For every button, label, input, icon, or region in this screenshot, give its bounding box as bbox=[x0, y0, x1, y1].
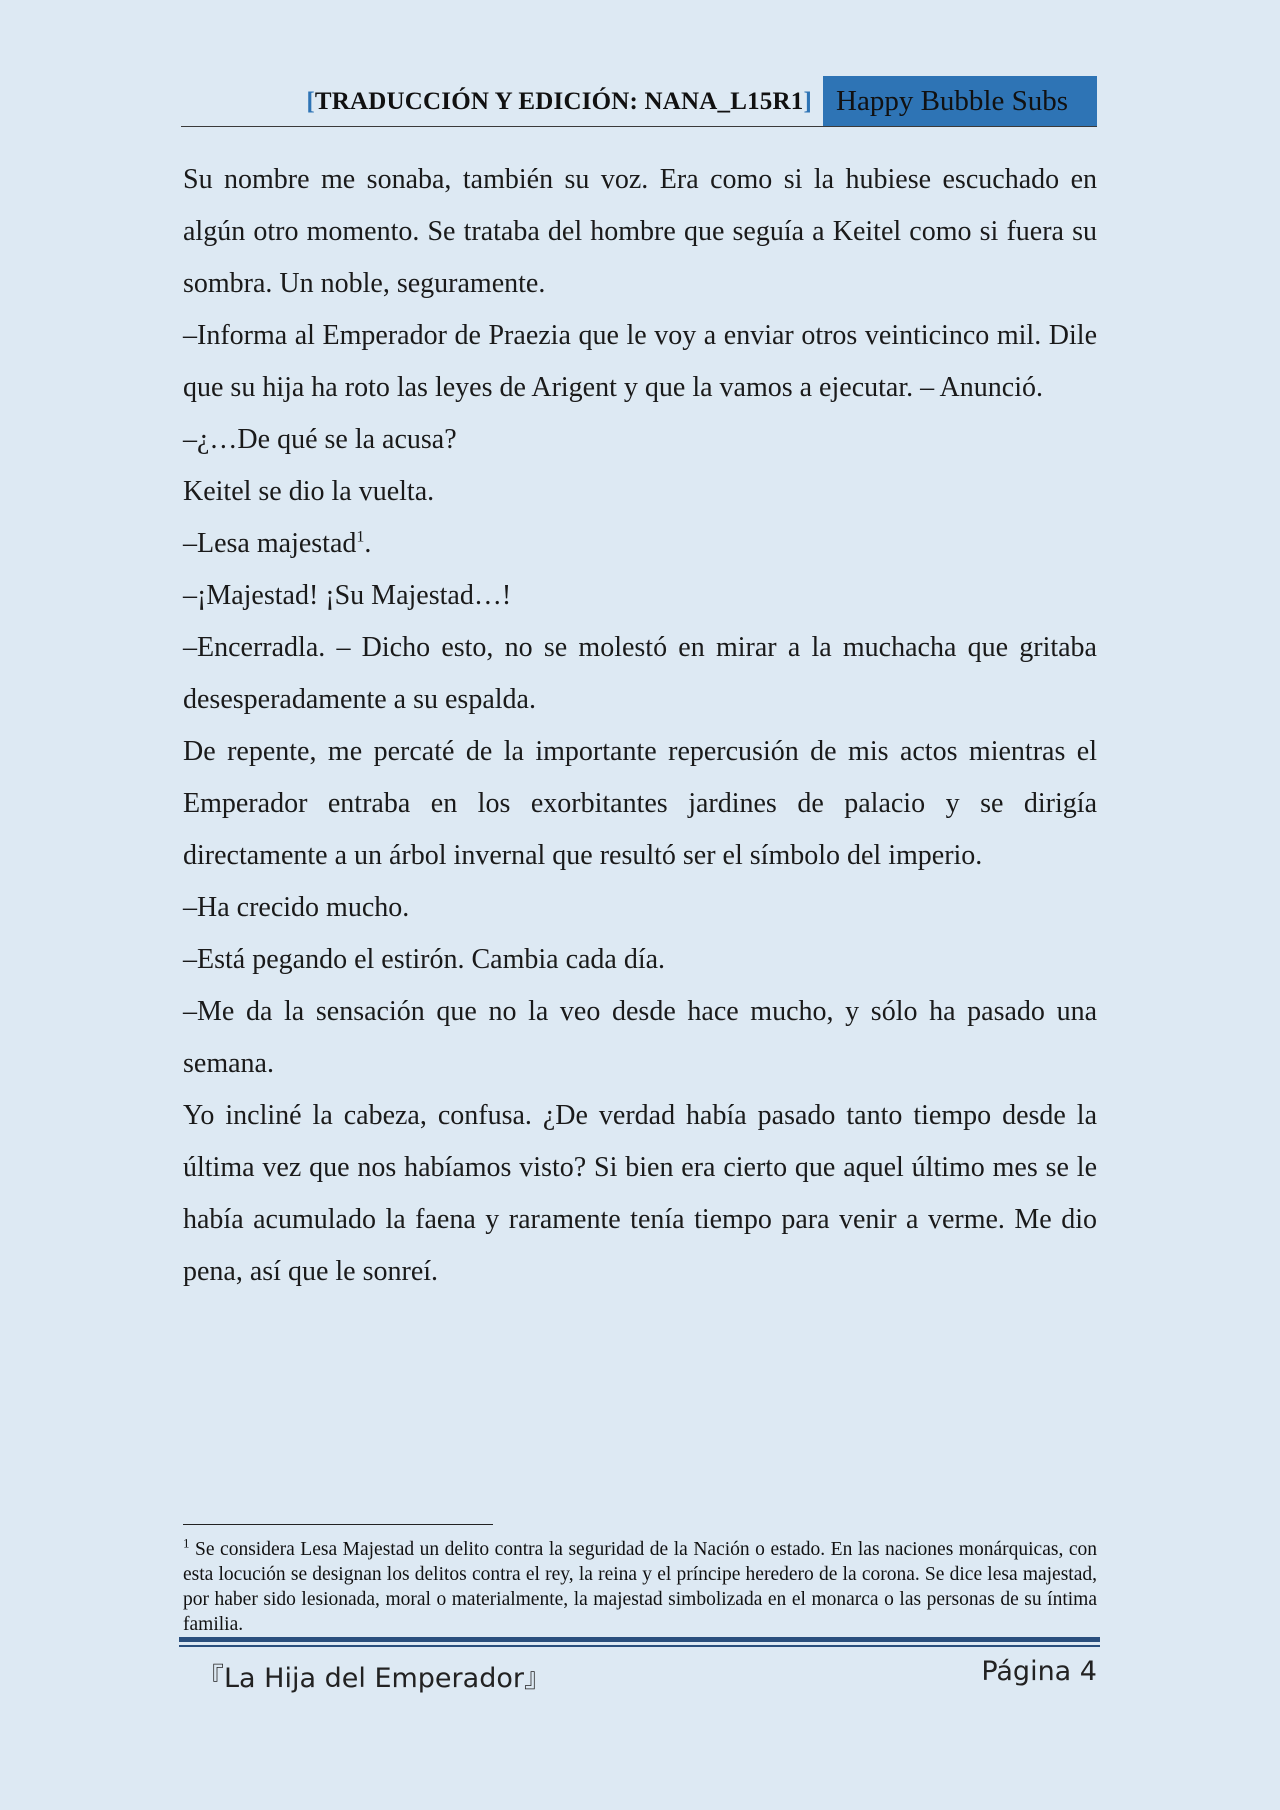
page-header bbox=[181, 76, 1097, 127]
group-name-box: Happy Bubble Subs bbox=[823, 76, 1097, 126]
translation-credit bbox=[306, 88, 812, 116]
footnote-text: Se considera Lesa Majestad un delito contra la seguridad de la Nación o estado. En las naciones monárquicas, con esta locución se designan los delitos contra el rey, la reina y el príncipe heredero de la corona. Se dice lesa majestad, por haber sido lesionada, moral o materialmente, la majestad simbolizada en el monarca o las personas de su íntima familia. bbox=[183, 1539, 1097, 1635]
paragraph: –¿…De qué se la acusa? bbox=[183, 424, 457, 455]
paragraph: Su nombre me sonaba, también su voz. Era como si la hubiese escuchado en algún otro momento. Se trataba del hombre que seguía a Keitel como si fuera su sombra. Un noble, seguramente. bbox=[183, 164, 1097, 299]
paragraph-trail: . bbox=[364, 528, 372, 559]
paragraph: –Encerradla. – Dicho esto, no se molestó en mirar a la muchacha que gritaba desesperadamente a su espalda. bbox=[183, 632, 1097, 715]
paragraph: –Me da la sensación que no la veo desde hace mucho, y sólo ha pasado una semana. bbox=[183, 996, 1097, 1079]
footnote-reference: 1 bbox=[356, 528, 365, 546]
paragraph: De repente, me percaté de la importante repercusión de mis actos mientras el Emperador entraba en los exorbitantes jardines de palacio y se dirigía directamente a un árbol invernal que resultó ser el símbolo del imperio. bbox=[183, 736, 1097, 871]
footnote-separator bbox=[183, 1524, 493, 1525]
bracket-close: ] bbox=[803, 88, 812, 115]
paragraph: –Informa al Emperador de Praezia que le voy a enviar otros veinticinco mil. Dile que su hija ha roto las leyes de Arigent y que la vamos a ejecutar. – Anunció. bbox=[183, 320, 1097, 403]
footnote-number: 1 bbox=[183, 1535, 190, 1551]
body-text bbox=[183, 154, 1097, 1298]
paragraph: –Ha crecido mucho. bbox=[183, 892, 410, 923]
footer-rule bbox=[179, 1637, 1100, 1642]
bracket-open: [ bbox=[306, 88, 315, 115]
footnote bbox=[183, 1537, 1097, 1637]
paragraph: Keitel se dio la vuelta. bbox=[183, 476, 435, 507]
paragraph: –¡Majestad! ¡Su Majestad…! bbox=[183, 580, 512, 611]
footer-book-title: 『La Hija del Emperador』 bbox=[197, 1663, 551, 1694]
paragraph bbox=[183, 518, 1097, 570]
paragraph: –Está pegando el estirón. Cambia cada día. bbox=[183, 944, 666, 975]
paragraph-text: –Lesa majestad bbox=[183, 528, 357, 559]
paragraph: Yo incliné la cabeza, confusa. ¿De verdad había pasado tanto tiempo desde la última vez que nos habíamos visto? Si bien era cierto que aquel último mes se le había acumulado la faena y raramente tenía tiempo para venir a verme. Me dio pena, así que le sonreí. bbox=[183, 1100, 1097, 1287]
credit-text: TRADUCCIÓN Y EDICIÓN: NANA_L15R1 bbox=[314, 88, 804, 115]
footer-rule-thin bbox=[179, 1645, 1100, 1647]
page-number: Página 4 bbox=[981, 1656, 1097, 1687]
